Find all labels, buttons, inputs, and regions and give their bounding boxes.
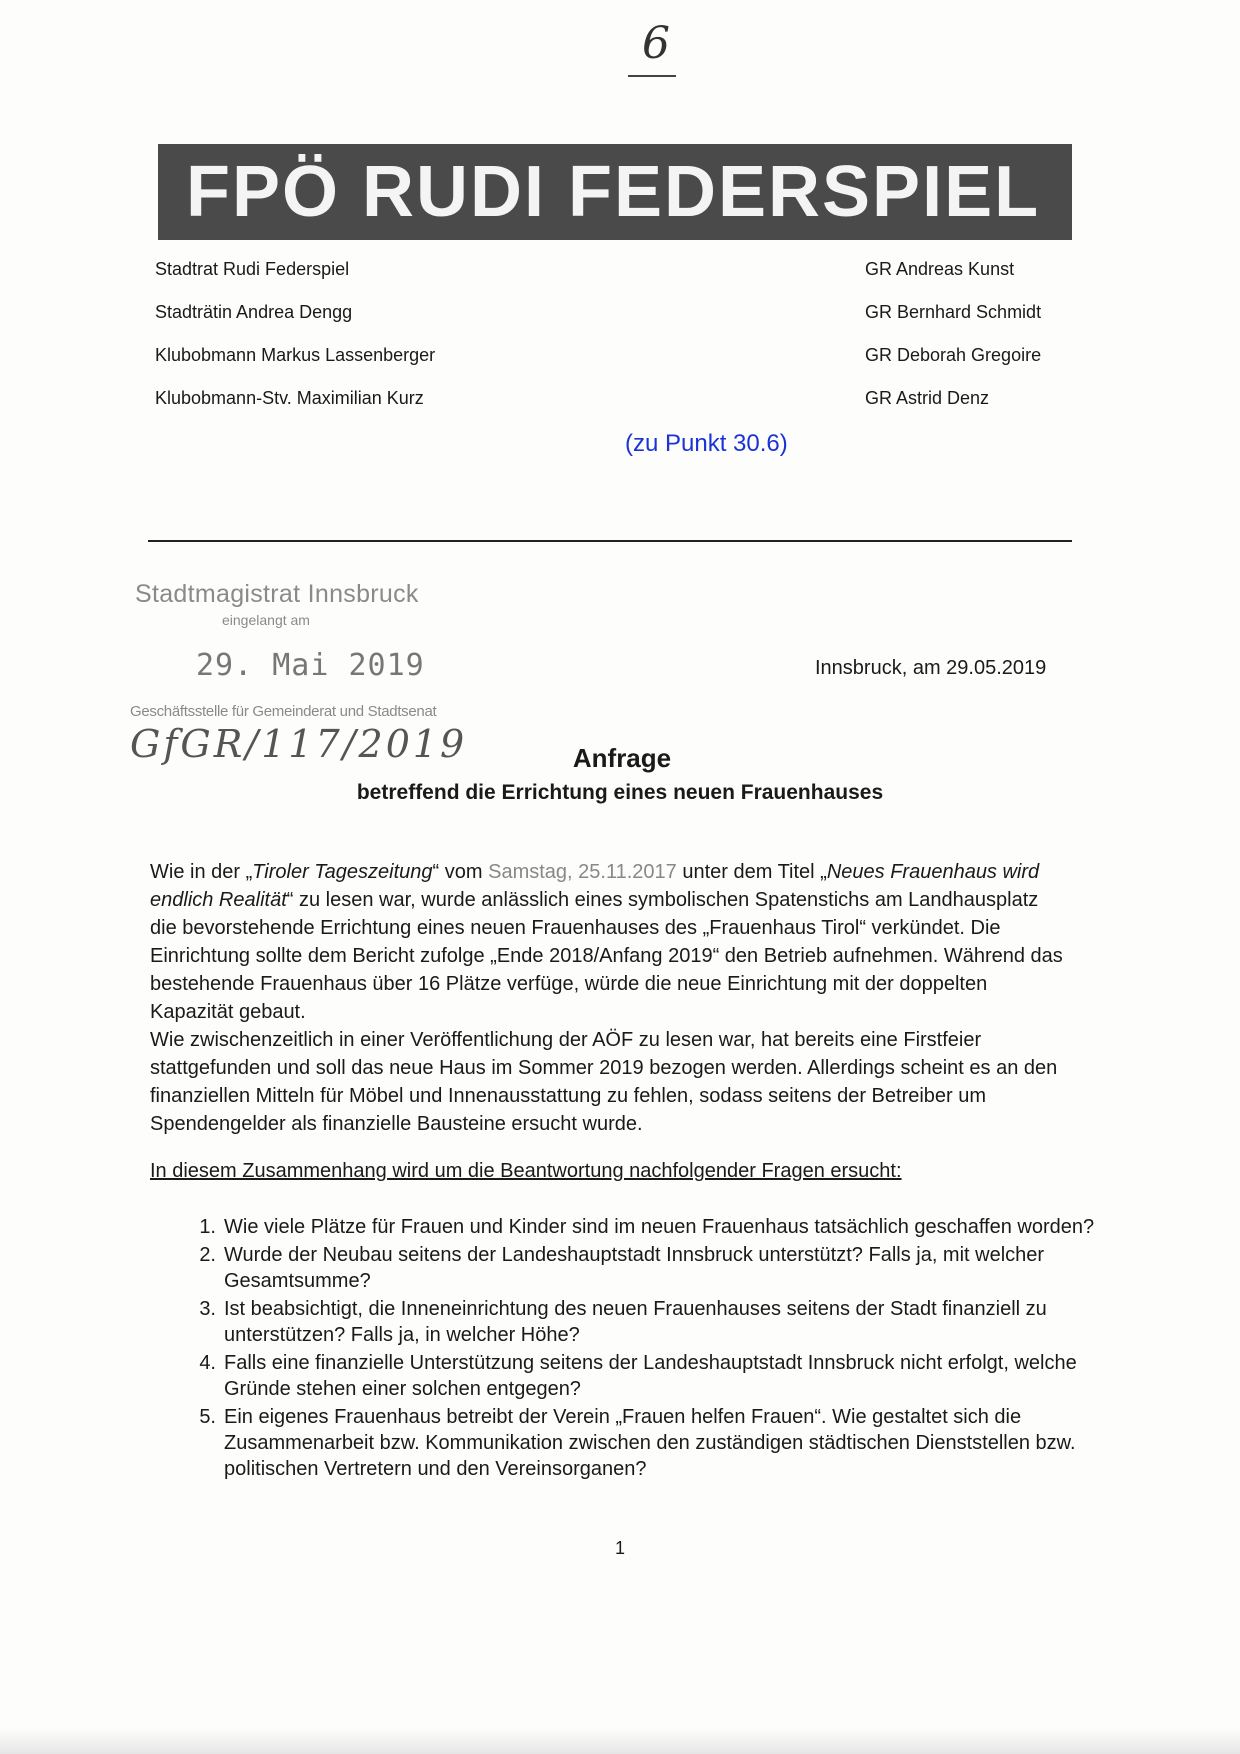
handwritten-page-number: 6 (642, 18, 670, 69)
place-date: Innsbruck, am 29.05.2019 (815, 657, 1047, 679)
body-paragraph: Wie zwischenzeitlich in einer Veröffentlichung der AÖF zu lesen war, hat bereits eine Firstfeier stattgefunden und soll das neue Haus im Sommer 2019 bezogen werden. Allerdings scheint es an den finanziellen Mitteln für Möbel und Innenausstattung zu fehlen, sodass seitens der Betreiber um Spendengelder als finanzielle Bausteine ersucht wurde. (150, 1029, 1058, 1135)
body-text (150, 858, 1070, 1138)
handwritten-reference: GfGR/117/2019 (130, 722, 468, 766)
letterhead-banner (158, 144, 1072, 240)
article-date: Samstag, 25.11.2017 (488, 861, 677, 883)
agenda-note: (zu Punkt 30.6) (625, 430, 788, 457)
list-item: 4. Falls eine finanzielle Unterstützung seitens der Landeshauptstadt Innsbruck nicht erfolgt, welche Gründe stehen einer solchen entgegen? (199, 1352, 1077, 1400)
questions-intro: In diesem Zusammenhang wird um die Beantwortung nachfolgender Fragen ersucht: (150, 1160, 902, 1182)
page-number: 1 (614, 1538, 625, 1558)
banner-party: FPÖ (186, 152, 341, 232)
member-name: Stadtrat Rudi Federspiel (155, 259, 350, 279)
header-divider (148, 540, 1072, 542)
document-title: Anfrage (572, 743, 672, 773)
member-name: GR Deborah Gregoire (865, 345, 1042, 365)
list-item: 3. Ist beabsichtigt, die Inneneinrichtung des neuen Frauenhauses seitens der Stadt finanziell zu unterstützen? Falls ja, in welcher Höhe? (199, 1298, 1047, 1346)
list-item: 1. Wie viele Plätze für Frauen und Kinder sind im neuen Frauenhaus tatsächlich geschaffen worden? (199, 1216, 1095, 1238)
question-list (182, 1214, 1114, 1484)
handwritten-underline (628, 75, 676, 77)
document-subtitle: betreffend die Errichtung eines neuen Frauenhauses (356, 781, 884, 804)
stamp-date: 29. Mai 2019 (196, 648, 425, 683)
member-name: Klubobmann-Stv. Maximilian Kurz (155, 388, 424, 408)
member-list-right (865, 248, 1041, 420)
newspaper-name: Tiroler Tageszeitung (252, 861, 433, 883)
stamp-department: Geschäftsstelle für Gemeinderat und Stadtsenat (130, 703, 437, 720)
member-name: Stadträtin Andrea Dengg (155, 302, 353, 322)
body-paragraph: Wie in der „Tiroler Tageszeitung“ vom Samstag, 25.11.2017 unter dem Titel „Neues Frauenhaus wird endlich Realität“ zu lesen war, wurde anlässlich eines symbolischen Spatenstichs am Landhausplatz die bevorstehende Errichtung eines neuen Frauenhauses des „Frauenhaus Tirol“ verkündet. Die Einrichtung sollte dem Bericht zufolge „Ende 2018/Anfang 2019“ den Betrieb aufnehmen. Während das bestehende Frauenhaus über 16 Plätze verfüge, würde die neue Einrichtung mit der doppelten Kapazität gebaut. (150, 861, 1063, 1023)
member-name: GR Astrid Denz (865, 388, 990, 408)
list-item: 2. Wurde der Neubau seitens der Landeshauptstadt Innsbruck unterstützt? Falls ja, mit welcher Gesamtsumme? (199, 1244, 1045, 1292)
banner-name: RUDI FEDERSPIEL (362, 152, 1041, 232)
scan-edge (0, 1728, 1240, 1754)
stamp-office: Stadtmagistrat Innsbruck (135, 580, 419, 608)
stamp-received-label: eingelangt am (222, 612, 310, 628)
member-name: GR Andreas Kunst (865, 259, 1015, 279)
list-item: 5. Ein eigenes Frauenhaus betreibt der Verein „Frauen helfen Frauen“. Wie gestaltet sich die Zusammenarbeit bzw. Kommunikation zwischen den zuständigen städtischen Dienststellen bzw. politischen Vertretern und den Vereinsorganen? (199, 1406, 1076, 1480)
member-name: GR Bernhard Schmidt (865, 302, 1042, 322)
article-headline: Neues Frauenhaus wird endlich Realität (150, 861, 1040, 911)
member-name: Klubobmann Markus Lassenberger (155, 345, 436, 365)
member-list-left (155, 248, 435, 420)
